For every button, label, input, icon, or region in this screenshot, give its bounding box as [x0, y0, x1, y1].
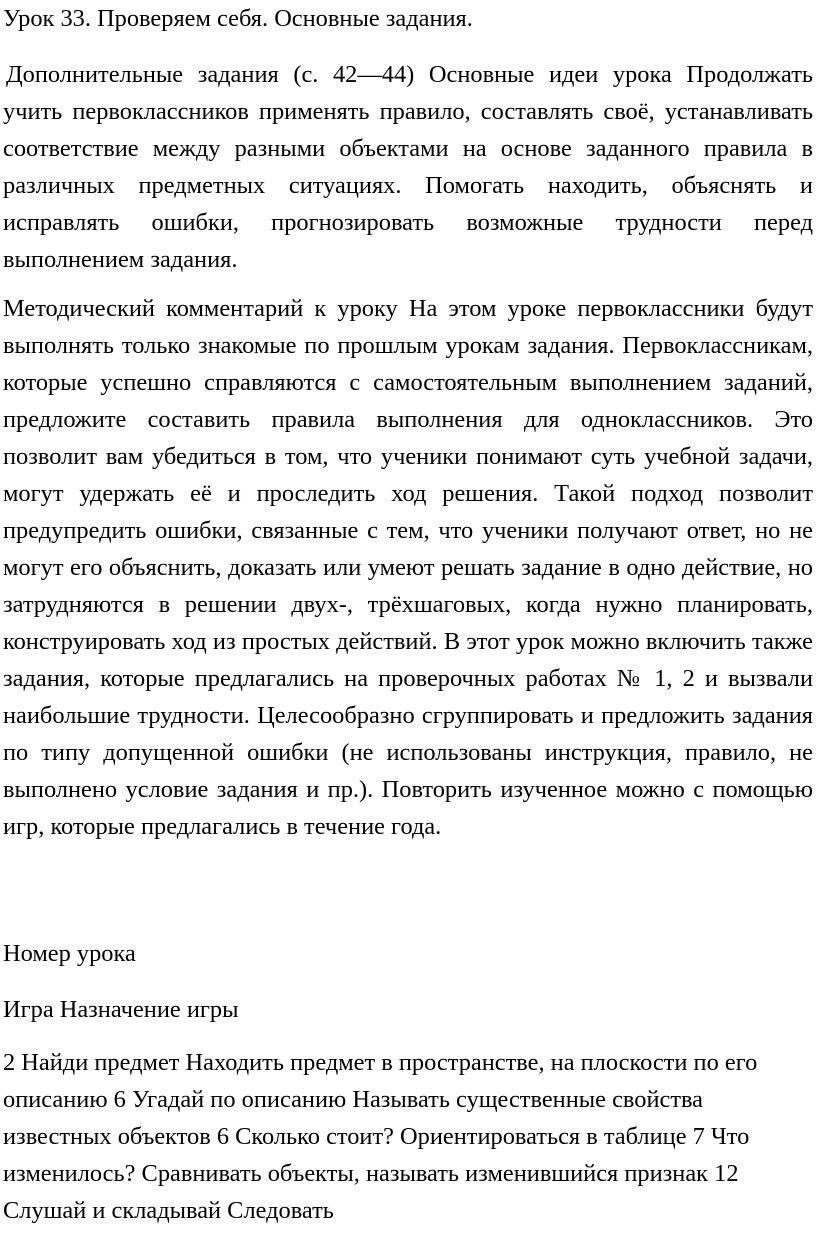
game-table-header: Игра Назначение игры	[3, 996, 239, 1023]
games-list-paragraph: 2 Найди предмет Находить предмет в пространстве, на плоскости по его описанию 6 Угадай по описанию Называть существенные свойства известных объектов 6 Сколько стоит? Ориентироваться в таблице 7 Что изменилось? Сравнивать объекты, называть изменившийся признак 12 Слушай и складывай Следовать	[3, 1049, 758, 1224]
lesson-goals-paragraph: Дополнительные задания (с. 42—44) Основные идеи урока Продолжать учить первоклассников применять правило, составлять своё, устанавливать соответствие между разными объектами на основе заданного правила в различных предметных ситуациях. Помогать находить, объяснять и исправлять ошибки, прогнозировать возможные трудности перед выполнением задания.	[3, 61, 813, 273]
lesson-number-label: Номер урока	[3, 940, 136, 967]
methodical-comment-paragraph: Методический комментарий к уроку На этом уроке первоклассники будут выполнять только знакомые по прошлым урокам задания. Первоклассникам, которые успешно справляются с самостоятельным выполнением заданий, предложите составить правила выполнения для одноклассников. Это позволит вам убедиться в том, что ученики понимают суть учебной задачи, могут удержать её и проследить ход решения. Такой подход позволит предупредить ошибки, связанные с тем, что ученики получают ответ, но не могут его объяснить, доказать или умеют решать задание в одно действие, но затрудняются в решении двух-, трёхшаговых, когда нужно планировать, конструировать ход из простых действий. В этот урок можно включить также задания, которые предлагались на проверочных работах № 1, 2 и вызвали наибольшие трудности. Целесообразно сгруппировать и предложить задания по типу допущенной ошибки (не использованы инструкция, правило, не выполнено условие задания и пр.). Повторить изученное можно с помощью игр, которые предлагались в течение года.	[3, 295, 813, 840]
lesson-title: Урок 33. Проверяем себя. Основные задания.	[3, 5, 473, 32]
